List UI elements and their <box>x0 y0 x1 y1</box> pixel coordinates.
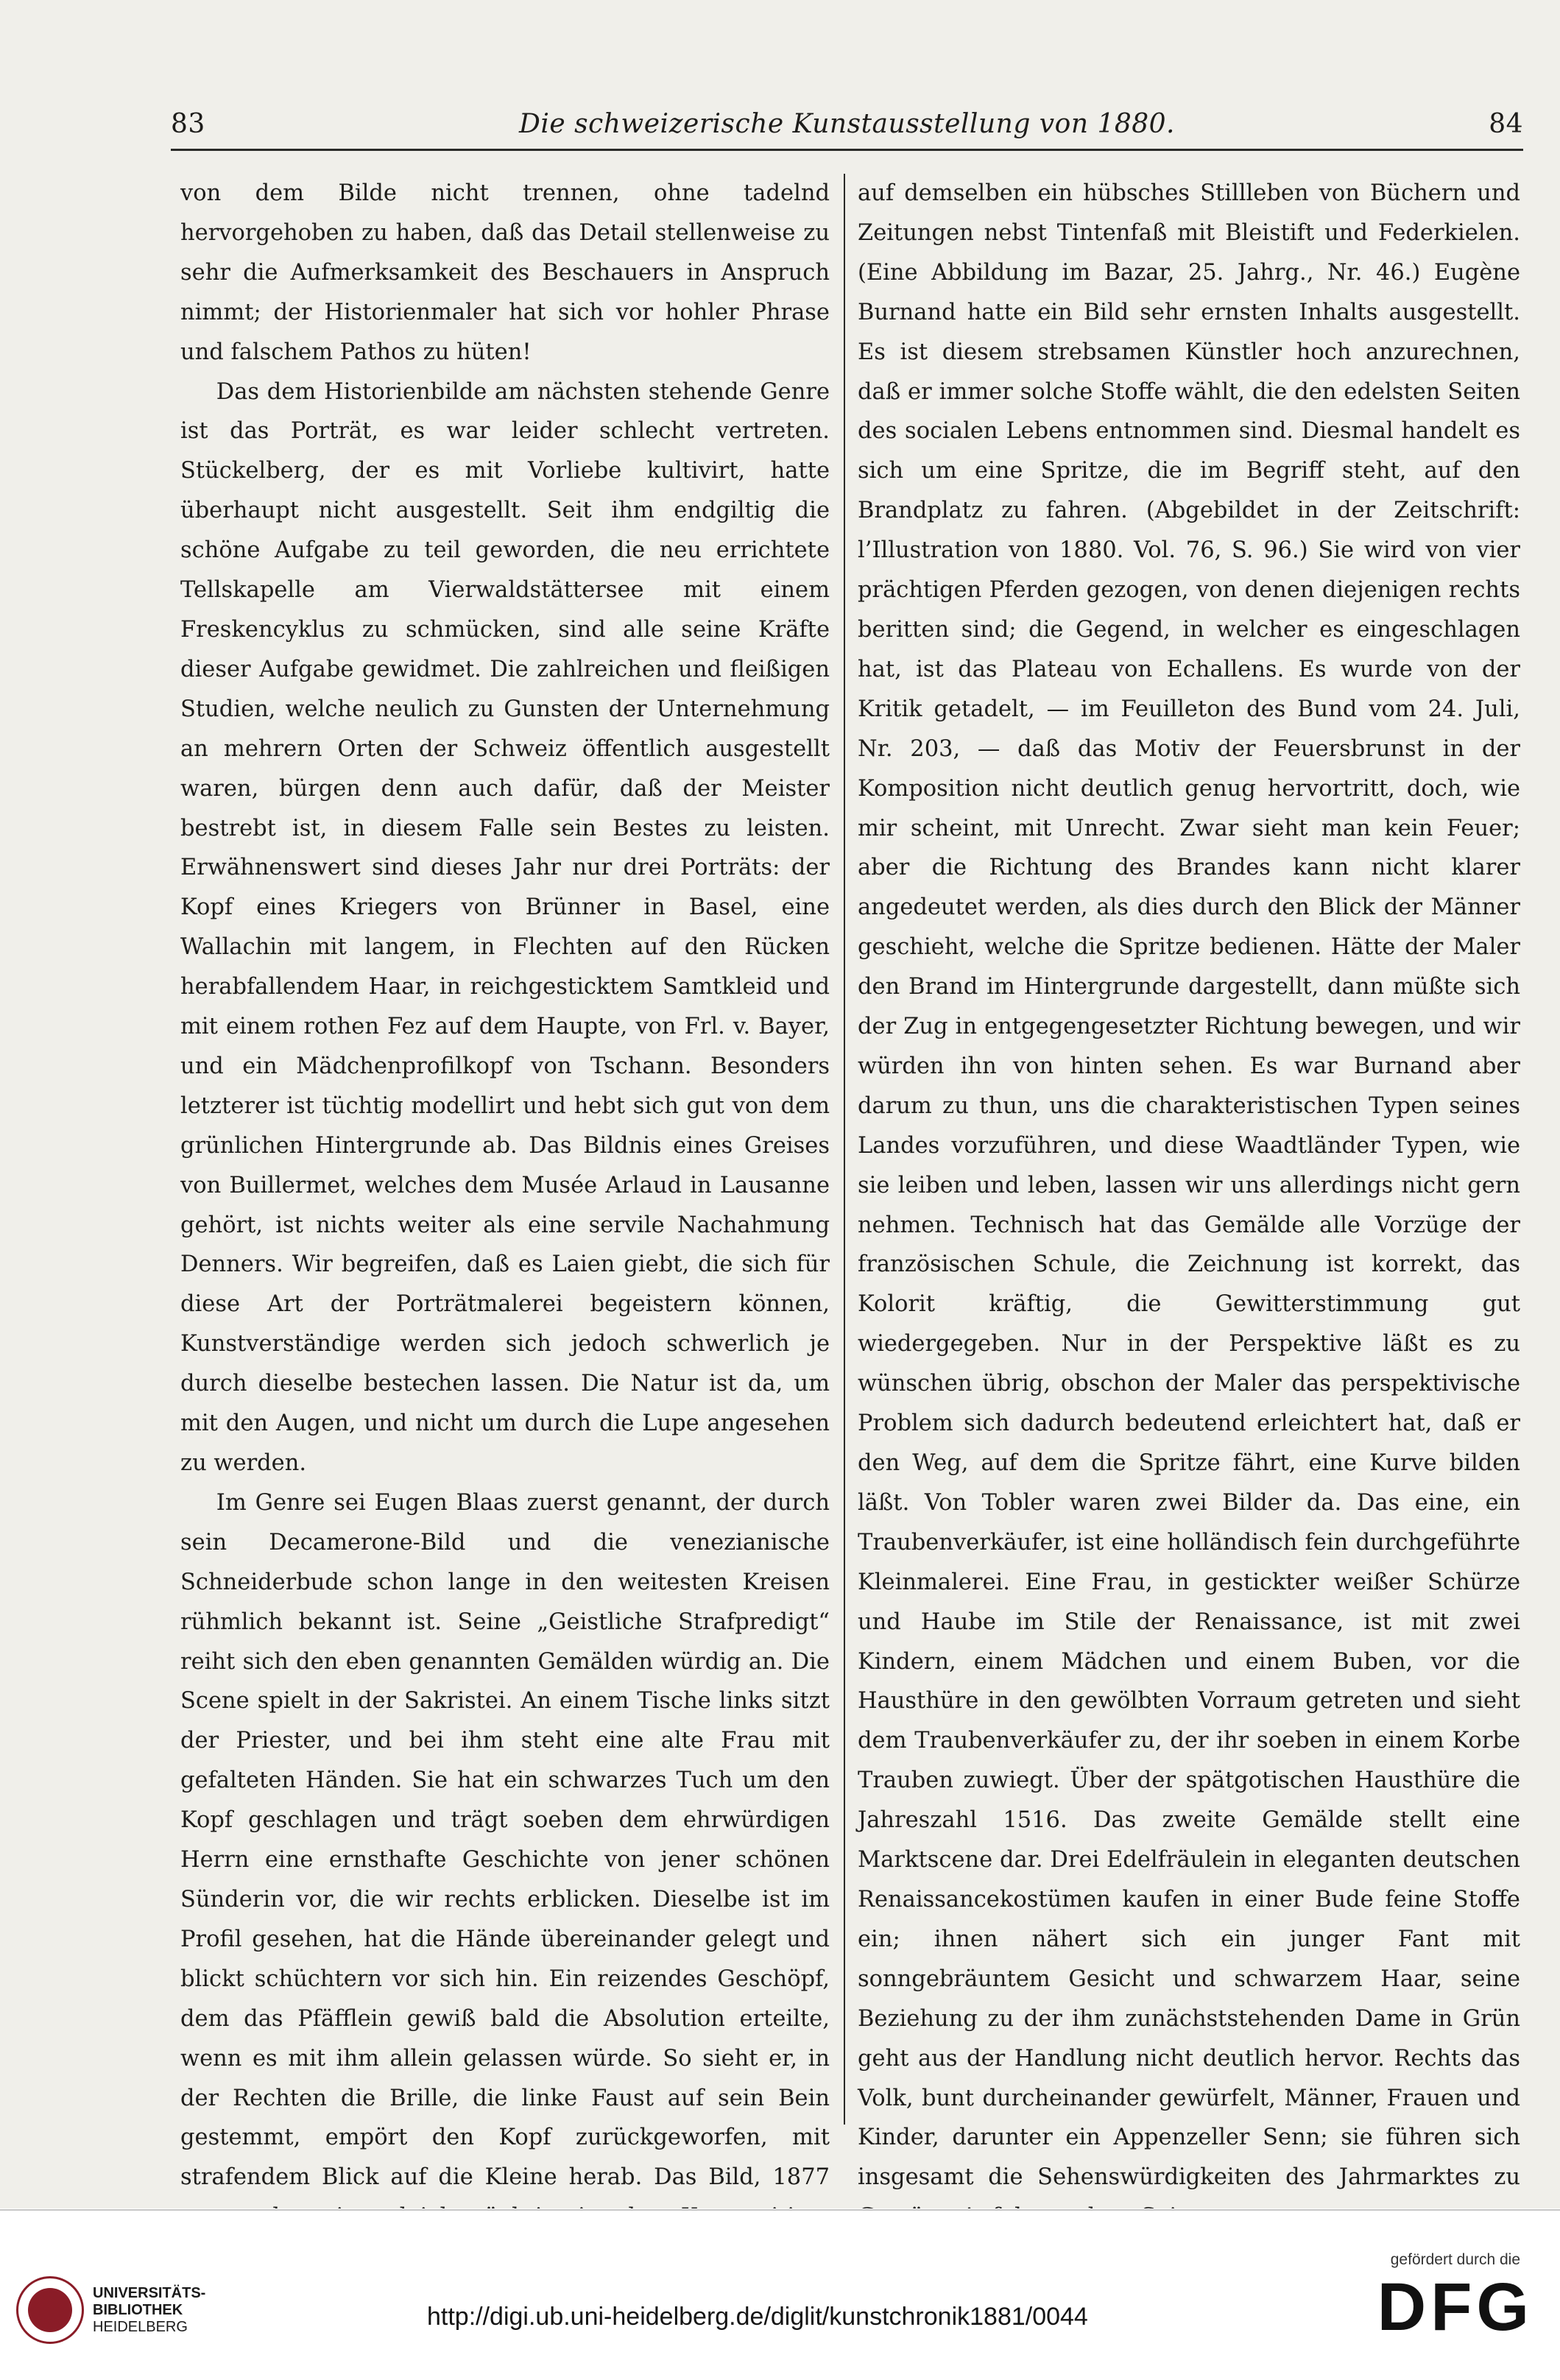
paragraph: Das dem Historienbilde am nächsten stehende Genre ist das Porträt, es war leider schlecht vertreten. Stückelberg, der es mit Vorliebe kultivirt, hatte überhaupt nicht ausgestellt. Seit ihm endgiltig die schöne Aufgabe zu teil geworden, die neu errichtete Tellskapelle am Vierwaldstättersee mit einem Freskencyklus zu schmücken, sind alle seine Kräfte dieser Aufgabe gewidmet. Die zahlreichen und fleißigen Studien, welche neulich zu Gunsten der Unternehmung an mehrern Orten der Schweiz öffentlich ausgestellt waren, bürgen denn auch dafür, daß der Meister bestrebt ist, in diesem Falle sein Bestes zu leisten. Erwähnenswert sind dieses Jahr nur drei Porträts: der Kopf eines Kriegers von Brünner in Basel, eine Wallachin mit langem, in Flechten auf den Rücken herabfallendem Haar, in reichgesticktem Samtkleid und mit einem rothen Fez auf dem Haupte, von Frl. v. Bayer, und ein Mädchenprofilkopf von Tschann. Besonders letzterer ist tüchtig modellirt und hebt sich gut von dem grünlichen Hintergrunde ab. Das Bildnis eines Greises von Buillermet, welches dem Musée Arlaud in Lausanne gehört, ist nichts weiter als eine servile Nachahmung Denners. Wir begreifen, daß es Laien giebt, die sich für diese Art der Porträtmalerei begeistern können, Kunstverständige werden sich jedoch schwerlich je durch dieselbe bestechen lassen. Die Natur ist da, um mit den Augen, und nicht um durch die Lupe angesehen zu werden. <box>180 378 830 1476</box>
source-url-link[interactable]: http://digi.ub.uni-heidelberg.de/diglit/kunstchronik1881/0044 <box>427 2303 1088 2331</box>
university-library-logo[interactable] <box>16 2266 296 2354</box>
running-title: Die schweizerische Kunstausstellung von 1880. <box>518 108 1176 139</box>
dfg-funding[interactable] <box>1377 2251 1533 2345</box>
running-header <box>171 103 1523 144</box>
logo-text: UNIVERSITÄTS- BIBLIOTHEK HEIDELBERG <box>93 2284 206 2335</box>
column-rule <box>844 174 845 2125</box>
dfg-logo: DFG <box>1377 2270 1533 2345</box>
seal-icon <box>16 2276 84 2344</box>
header-rule <box>171 149 1523 151</box>
funding-label: gefördert durch die <box>1390 2251 1521 2268</box>
paragraph: auf demselben ein hübsches Stillleben von Büchern und Zeitungen nebst Tintenfaß mit Bleistift und Federkielen. (Eine Abbildung im Bazar, 25. Jahrg., Nr. 46.) Eugène Burnand hatte ein Bild sehr ernsten Inhalts ausgestellt. Es ist diesem strebsamen Künstler hoch anzurechnen, daß er immer solche Stoffe wählt, die den edelsten Seiten des socialen Lebens entnommen sind. Diesmal handelt es sich um eine Spritze, die im Begriff steht, auf den Brandplatz zu fahren. (Abgebildet in der Zeitschrift: l’Illustration von 1880. Vol. 76, S. 96.) Sie wird von vier prächtigen Pferden gezogen, von denen diejenigen rechts beritten sind; die Gegend, in welcher es eingeschlagen hat, ist das Plateau von Echallens. Es wurde von der Kritik getadelt, — im Feuilleton des Bund vom 24. Juli, Nr. 203, — daß das Motiv der Feuersbrunst in der Komposition nicht deutlich genug hervortritt, doch, wie mir scheint, mit Unrecht. Zwar sieht man kein Feuer; aber die Richtung des Brandes kann nicht klarer angedeutet werden, als dies durch den Blick der Männer geschieht, welche die Spritze bedienen. Hätte der Maler den Brand im Hintergrunde dargestellt, dann müßte sich der Zug in entgegengesetzter Richtung bewegen, und wir würden ihn von hinten sehen. Es war Burnand aber darum zu thun, uns die charakteristischen Typen seines Landes vorzuführen, und diese Waadtländer Typen, wie sie leiben und leben, lassen wir uns allerdings nicht gern nehmen. Technisch hat das Gemälde alle Vorzüge der französischen Schule, die Zeichnung ist korrekt, das Kolorit kräftig, die Gewitterstimmung gut wiedergegeben. Nur in der Perspektive läßt es zu wünschen übrig, obschon der Maler das perspektivische Problem sich dadurch bedeutend erleichtert hat, daß er den Weg, auf dem die Spritze fährt, eine Kurve bilden läßt. Von Tobler waren zwei Bilder da. Das eine, ein Traubenverkäufer, ist eine holländisch fein durchgeführte Kleinmalerei. Eine Frau, in gestickter weißer Schürze und Haube im Stile der Renaissance, ist mit zwei Kindern, einem Mädchen und einem Buben, vor die Hausthüre in den gewölbten Vorraum getreten und sieht dem Traubenverkäufer zu, der ihr soeben in einem Korbe Trauben zuwiegt. Über der spätgotischen Hausthüre die Jahreszahl 1516. Das zweite Gemälde stellt eine Marktscene dar. Drei Edelfräulein in eleganten deutschen Renaissancekostümen kaufen in einer Bude feine Stoffe ein; ihnen nähert sich ein junger Fant mit sonngebräuntem Gesicht und schwarzem Haar, seine Beziehung zu der ihm zunächststehenden Dame in Grün geht aus der Handlung nicht deutlich hervor. Rechts das Volk, bunt durcheinander gewürfelt, Männer, Frauen und Kinder, darunter ein Appenzeller Senn; sie führen sich insgesamt die Sehenswürdigkeiten des Jahrmarktes zu <box>858 180 1520 2191</box>
footer-rule <box>0 2209 1560 2211</box>
left-column <box>180 174 830 2191</box>
right-column <box>858 174 1520 2191</box>
paragraph: von dem Bilde nicht trennen, ohne tadelnd hervorgehoben zu haben, daß das Detail stellenweise zu sehr die Aufmerksamkeit des Beschauers in Anspruch nimmt; der Historienmaler hat sich vor hohler Phrase und falschem Pathos zu hüten! <box>180 180 830 365</box>
paragraph: Im Genre sei Eugen Blaas zuerst genannt, der durch sein Decamerone-Bild und die venezianische Schneiderbude schon lange in den weitesten Kreisen rühmlich bekannt ist. Seine „Geistliche Strafpredigt“ reiht sich den eben genannten Gemälden würdig an. Die Scene spielt in der Sakristei. An einem Tische links sitzt der Priester, und bei ihm steht eine alte Frau mit gefalteten Händen. Sie hat ein schwarzes Tuch um den Kopf geschlagen und trägt soeben dem ehrwürdigen Herrn eine ernsthafte Geschichte von jener schönen Sünderin vor, die wir rechts erblicken. Dieselbe ist im Profil gesehen, hat die Hände übereinander gelegt und blickt schüchtern vor sich hin. Ein reizendes Geschöpf, dem das Pfäfflein gewiß bald die Absolution erteilte, wenn es mit ihm allein gelassen würde. So sieht er, in der Rechten die Brille, die linke Faust auf sein Bein gestemmt, empört den Kopf zurückgeworfen, mit strafendem Blick auf die Kleine herab. Das Bild, 1877 <box>180 1489 830 2191</box>
page-number-left: 83 <box>171 108 205 139</box>
page-number-right: 84 <box>1489 108 1523 139</box>
